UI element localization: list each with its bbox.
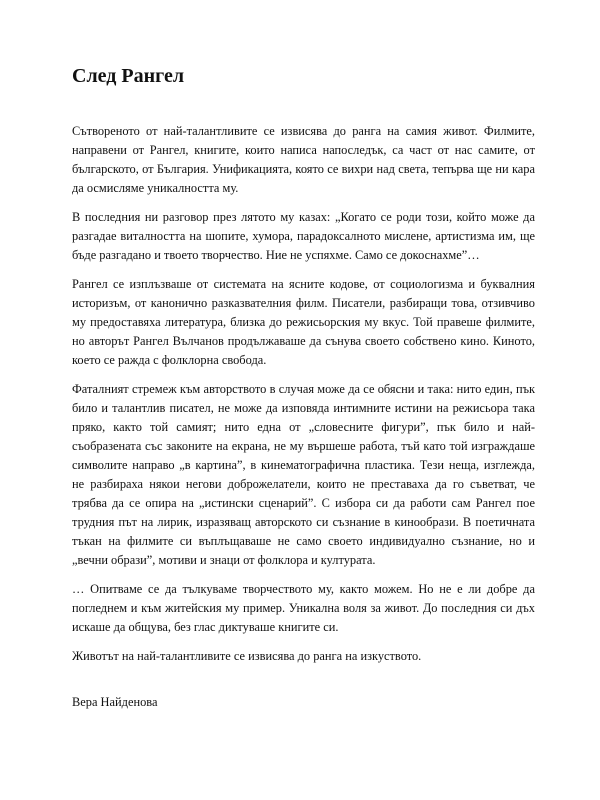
paragraph: В последния ни разговор през лятото му казах: „Когато се роди този, който може да разгадае виталността на шопите, хумора, парадоксалното мислене, артистизма им, ще бъде разгадано и твоето творчество. Ние не успяхме. Само се докоснахме”… (72, 210, 535, 262)
document-body (72, 122, 535, 676)
author-signature: Вера Найденова (72, 695, 158, 709)
document-title: След Рангел (72, 65, 185, 87)
paragraph: Животът на най-талантливите се извисява до ранга на изкуството. (72, 649, 422, 663)
paragraph: Фаталният стремеж към авторството в случая може да се обясни и така: нито един, пък било и талантлив писател, не може да изповяда интимните истини на режисьора така пряко, както той самият; нито една от „словесните фигури”, пък било и най-съобразената със законите на екрана, не му вършеше работа, тъй като той изграждаше символите направо „в картина”, в кинематографична пластика. Тези неща, изглежда, не разбираха някои негови доброжелатели, които не преставаха да го съветват, че трябва да се опира на „истински сценарий”. С избора си да работи сам Рангел пое трудния път на лирик, изразяващ авторското си съзнание в кинообрази. В поетичната тъкан на филмите си въплъщаваше не само своето индивидуално съзнание, но и „вечни образи”, мотиви и знаци от фолклора и културата. (72, 382, 535, 567)
paragraph: … Опитваме се да тълкуваме творчеството му, както можем. Но не е ли добре да погледнем и към житейския му пример. Уникална воля за живот. До последния си дъх искаше да общува, без глас диктуваше книгите си. (72, 582, 535, 634)
paragraph: Сътвореното от най-талантливите се извисява до ранга на самия живот. Филмите, направени от Рангел, книгите, които написа напоследък, са част от нас самите, от българското, от България. Унификацията, която се вихри над света, тепърва ще ни кара да осмисляме уникалността му. (72, 124, 535, 195)
paragraph: Рангел се изплъзваше от системата на ясните кодове, от социологизма и буквалния историзъм, от канонично разказвателния филм. Писатели, разбиращи това, отзивчиво му предоставяха литература, близка до режисьорския му вкус. Той правеше филмите, но авторът Рангел Вълчанов продължаваше да сънува своето собствено кино. Киното, което се ражда с фолклорна свобода. (72, 277, 535, 367)
